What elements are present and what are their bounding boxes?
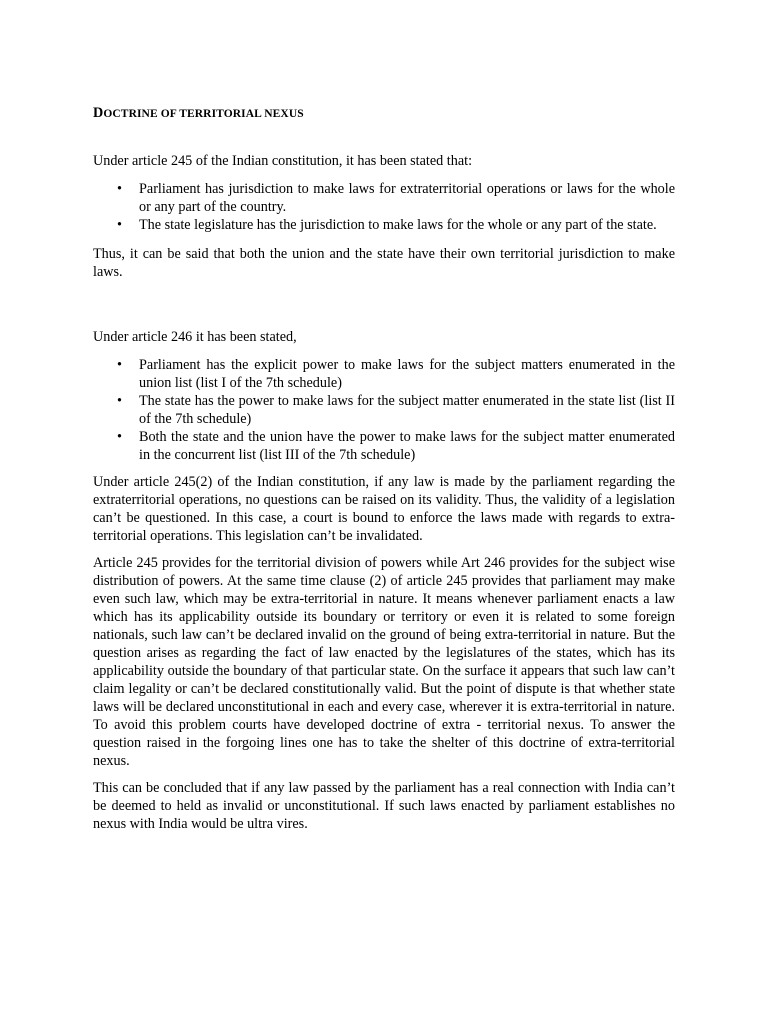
division-of-powers-paragraph: Article 245 provides for the territorial division of powers while Art 246 provides for the subject wise distribution of powers. At the same time clause (2) of article 245 provides that parliament may make even such law, which may be extra-territorial in nature. It means whenever parliament enacts a law which has its applicability outside its boundary or territory or even it is related to some foreign nationals, such law can’t be declared invalid on the ground of being extra-territorial in nature. But the question arises as regarding the fact of law enacted by the legislatures of the states, which has its applicability outside the boundary of that particular state. On the surface it appears that such law can’t claim legality or can’t be declared constitutionally valid. But the point of dispute is that whether state laws will be declared unconstitutional in each and every case, wherever it is extra-territorial in nature. To avoid this problem courts have developed doctrine of extra - territorial nexus. To answer the question raised in the forgoing lines one has to take the shelter of this doctrine of extra-territorial nexus. [93,555,675,769]
document-title: DOCTRINE OF TERRITORIAL NEXUS [93,105,304,121]
list-item: • Parliament has the explicit power to make laws for the subject matters enumerated in the union list (list I of the 7th schedule) [93,356,675,392]
article-245-2-paragraph: Under article 245(2) of the Indian constitution, if any law is made by the parliament regarding the extraterritorial operations, no questions can be raised on its validity. Thus, the validity of a legislation can’t be questioned. In this case, a court is bound to enforce the laws made with regards to extra-territorial operations. This legislation can’t be invalidated. [93,474,675,544]
article-245-intro: Under article 245 of the Indian constitution, it has been stated that: [93,153,473,169]
list-item: • The state has the power to make laws for the subject matter enumerated in the state list (list II of the 7th schedule) [93,392,675,428]
article-245-list [93,180,675,234]
jurisdiction-paragraph: Thus, it can be said that both the union and the state have their own territorial jurisdiction to make laws. [93,246,675,280]
document-page [93,104,675,833]
list-item: • Both the state and the union have the power to make laws for the subject matter enumerated in the concurrent list (list III of the 7th schedule) [93,428,675,464]
list-item: • The state legislature has the jurisdiction to make laws for the whole or any part of the state. [93,216,675,234]
conclusion-paragraph: This can be concluded that if any law passed by the parliament has a real connection with India can’t be deemed to held as invalid or unconstitutional. If such laws enacted by parliament establishes no nexus with India would be ultra vires. [93,780,675,832]
article-246-list [93,356,675,464]
list-item: • Parliament has jurisdiction to make laws for extraterritorial operations or laws for the whole or any part of the country. [93,180,675,216]
article-246-intro: Under article 246 it has been stated, [93,329,297,345]
